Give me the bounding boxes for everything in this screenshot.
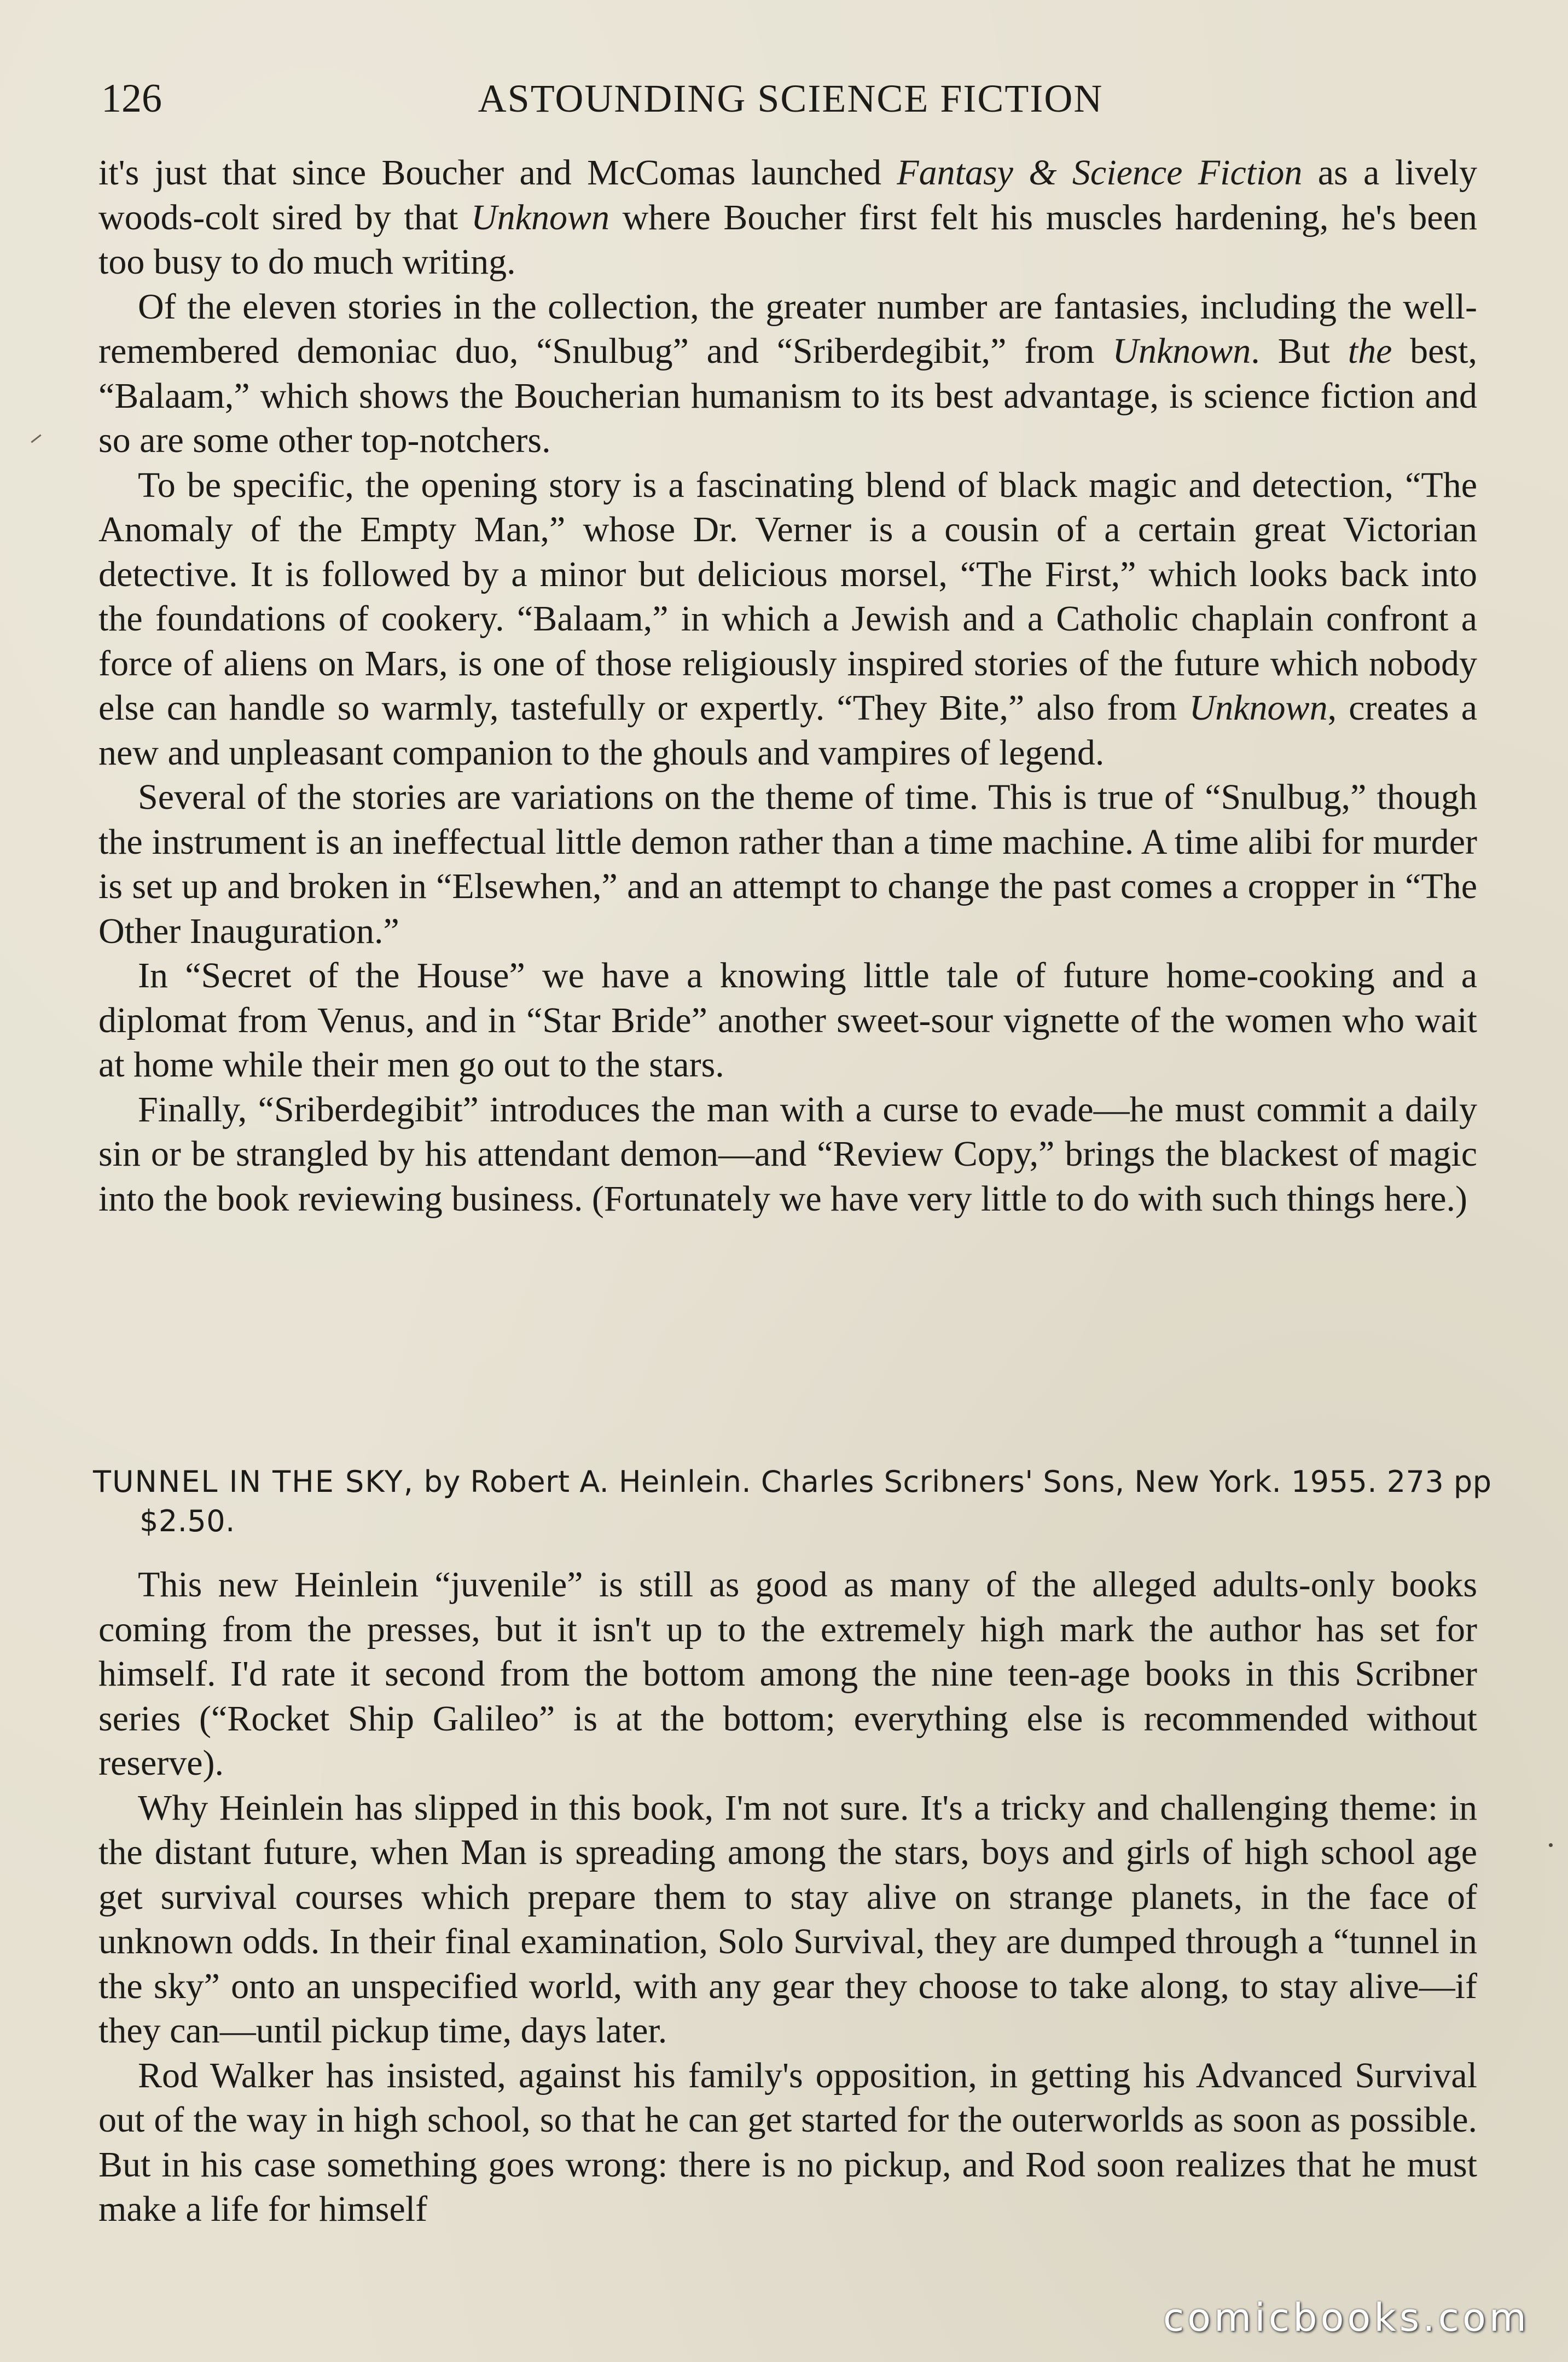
text-run: where Boucher first felt his muscles hardening, he's been too busy to do much writing. [98, 197, 1478, 282]
book-details: by Robert A. Heinlein. Charles Scribners' Sons, New York. 1955. 273 pp $2.50. [140, 1464, 1492, 1538]
paragraph [98, 285, 1477, 463]
text-run: Of the eleven stories in the collection, the greater number are fantasies, including the well-remembered demoniac duo, “Snulbug” and “Sriberdegibit,” from [98, 286, 1477, 371]
review-heading [93, 1462, 1518, 1541]
italic-title: Fantasy & Science Fiction [897, 153, 1303, 193]
paragraph: Several of the stories are variations on the theme of time. This is true of “Snulbug,” though the instrument is an ineffectual little demon rather than a time machine. A time alibi for murder is set up and broken in “Elsewhen,” and an attempt to change the past comes a cropper in “The Other Inauguration.” [98, 777, 1477, 951]
paper-speck [1549, 1843, 1553, 1847]
paragraph: Why Heinlein has slipped in this book, I'm not sure. It's a tricky and challenging theme: in the distant future, when Man is spreading among the stars, boys and girls of high school age get survival courses which prepare them to stay alive on strange planets, in the face of unknown odds. In their final examination, Solo Survival, they are dumped through a “tunnel in the sky” onto an unspecified world, with any gear they choose to take along, to stay alive—if they can—until pickup time, days later. [98, 1787, 1477, 2051]
text-run: it's just that since Boucher and McComas launched [98, 153, 897, 193]
paragraph [98, 463, 1477, 775]
italic-title: Unknown [1112, 331, 1251, 371]
book-title: TUNNEL IN THE SKY, [93, 1464, 414, 1499]
review-continued-text [98, 150, 1477, 1221]
text-run: , creates a new and unpleasant companion to the ghouls and vampires of legend. [98, 688, 1477, 773]
italic-title: Unknown [1189, 688, 1328, 728]
paragraph: In “Secret of the House” we have a knowing little tale of future home-cooking and a diplomat from Venus, and in “Star Bride” another sweet-sour vignette of the women who wait at home while their men go out to the stars. [98, 956, 1477, 1085]
review-text [98, 1562, 1477, 2232]
running-head [101, 71, 1480, 126]
text-run: best, “Balaam,” which shows the Boucherian humanism to its best advantage, is science fiction and so are some other top-notchers. [98, 331, 1477, 460]
italic-emphasis: the [1348, 331, 1392, 371]
paragraph [98, 150, 1477, 285]
paragraph: Rod Walker has insisted, against his family's opposition, in getting his Advanced Survival out of the way in high school, so that he can get started for the outerworlds as soon as possible. But in his case something goes wrong: there is no pickup, and Rod soon realizes that he must make a life for himself [98, 2055, 1477, 2229]
paragraph: This new Heinlein “juvenile” is still as good as many of the alleged adults-only books coming from the presses, but it isn't up to the extremely high mark the author has set for himself. I'd rate it second from the bottom among the nine teen-age books in this Scribner series (“Rocket Ship Galileo” is at the bottom; everything else is recommended without reserve). [98, 1565, 1477, 1783]
page-number: 126 [101, 76, 162, 121]
paragraph: Finally, “Sriberdegibit” introduces the man with a curse to evade—he must commit a daily sin or be strangled by his attendant demon—and “Review Copy,” brings the blackest of magic into the book reviewing business. (Fortunately we have very little to do with such things here.) [98, 1089, 1477, 1219]
watermark: comicbooks.com [1163, 2295, 1530, 2340]
text-run: as a lively woods-colt sired by that [98, 153, 1477, 238]
text-run: . But [1251, 331, 1348, 371]
running-title: ASTOUNDING SCIENCE FICTION [478, 77, 1104, 120]
text-run: To be specific, the opening story is a fascinating blend of black magic and detection, “The Anomaly of the Empty Man,” whose Dr. Verner is a cousin of a certain great Victorian detective. It is followed by a minor but delicious morsel, “The First,” which looks back into the foundations of cookery. “Balaam,” in which a Jewish and a Catholic chaplain confront a force of aliens on Mars, is one of those religiously inspired stories of the future which nobody else can handle so warmly, tastefully or expertly. “They Bite,” also from [98, 465, 1477, 728]
margin-pencil-mark [31, 435, 41, 443]
italic-title: Unknown [471, 197, 609, 238]
